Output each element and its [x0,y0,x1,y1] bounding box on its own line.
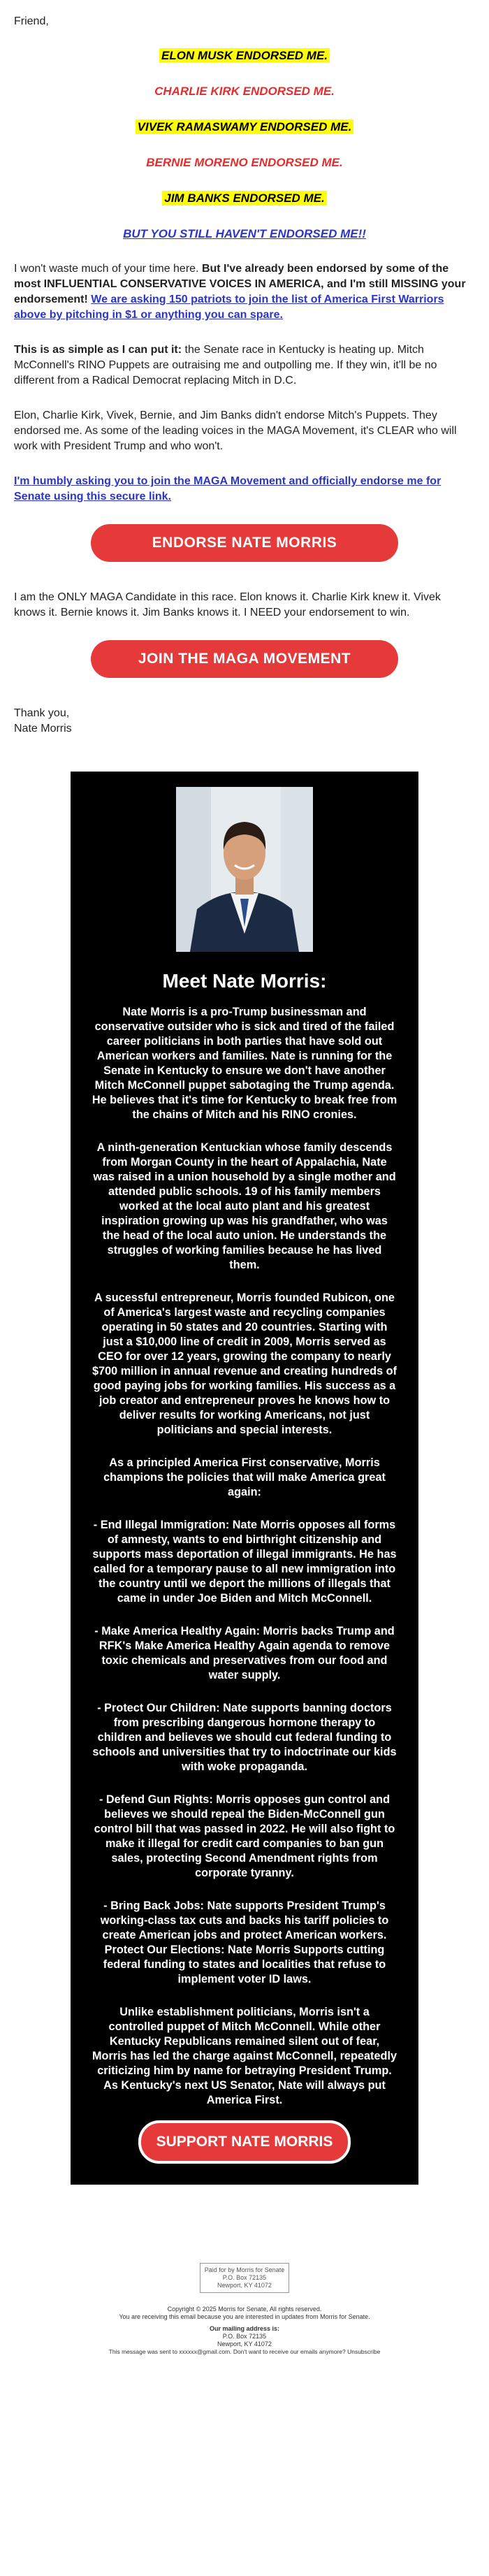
greeting: Friend, [14,15,49,27]
endorsement-2: CHARLIE KIRK ENDORSED ME. [154,85,335,98]
bio-paragraph: A ninth-generation Kentuckian whose family descends from Morgan County in the heart of Appalachia, Nate was raised in a union household by a single mother and attended public schools. 19 of his family members worked at the local auto plant and his greatest inspiration growing up was his grandfather, who was the head of the local auto union. He understands the struggles of working families because he has lived them. [93,1141,396,1271]
join-button-row [0,640,489,678]
intro-paragraph: I won't waste much of your time here. But I've already been endorsed by some of the most INFLUENTIAL CONSERVATIVE VOICES IN AMERICA, and I'm still MISSING your endorsement! We are asking 150 patriots to join the list of America First Warriors above by pitching in $1 or anything you can spare. [14,263,466,321]
bio-policy-item: - Bring Back Jobs: Nate supports President Trump's working-class tax cuts and backs his tariff policies to create American jobs and protect American workers. Protect Our Elections: Nate Morris Supports cutting federal funding to states and localities that refuse to implement voter ID laws. [100,1900,389,1985]
bio-section [71,772,418,2185]
paid-for-box: Paid for by Morris for Senate P.O. Box 72135 Newport, KY 41072 [200,2263,290,2293]
bio-paragraph: As a principled America First conservative, Morris champions the policies that will make America great again: [103,1456,386,1498]
support-button[interactable]: SUPPORT NATE MORRIS [138,2120,351,2164]
receiving-notice: You are receiving this email because you are interested in updates from Morris for Senate. [119,2313,370,2320]
bio-policy-item: - End Illegal Immigration: Nate Morris opposes all forms of amnesty, wants to end birthright citizenship and supports mass deportation of illegal immigrants. He has called for a temporary pause to all new immigration into the country until we deport the millions of illegals that came in under Joe Biden and Mitch McConnell. [92,1519,397,1605]
endorse-button-row [0,524,489,562]
candidate-portrait-icon [176,787,313,952]
bio-policy-item: - Protect Our Children: Nate supports banning doctors from prescribing dangerous hormone therapy to children and believes we should cut federal funding to schools and universities that try to indoctrinate our kids with woke propaganda. [92,1702,397,1773]
join-maga-button[interactable]: JOIN THE MAGA MOVEMENT [91,640,398,678]
bio-policy-item: - Make America Healthy Again: Morris backs Trump and RFK's Make America Healthy Again agenda to remove toxic chemicals and preservatives from our food and water supply. [94,1625,395,1681]
endorsement-1: ELON MUSK ENDORSED ME. [0,48,489,65]
copyright: Copyright © 2025 Morris for Senate, All rights reserved. [167,2306,322,2313]
candidate-photo [176,787,313,952]
bio-paragraph: Unlike establishment politicians, Morris isn't a controlled puppet of Mitch McConnell. While other Kentucky Republicans remained silent out of fear, Morris has led the charge against McConnell, repeatedly criticizing him by name for betraying President Trump. As Kentucky's next US Senator, Nate will always put America First. [92,2006,397,2106]
unsubscribe-line[interactable]: This message was sent to xxxxxx@gmail.com. Don't want to receive our emails anymore? Unsubscribe [108,2348,381,2355]
endorsers-paragraph: Elon, Charlie Kirk, Vivek, Bernie, and Jim Banks didn't endorse Mitch's Puppets. They endorsed me. As some of the leading voices in the MAGA Movement, it's CLEAR who will work with President Trump and who won't. [14,410,457,452]
endorsement-missing-link[interactable]: BUT YOU STILL HAVEN'T ENDORSED ME!! [123,227,366,240]
signoff: Thank you, Nate Morris [14,707,72,735]
endorsement-list [0,48,489,243]
maga-paragraph: I am the ONLY MAGA Candidate in this race. Elon knows it. Charlie Kirk knew it. Vivek knows it. Bernie knows it. Jim Banks knows it. I NEED your endorsement to win. [14,591,441,618]
support-button-row [71,2120,418,2164]
mailing-label: Our mailing address is: [209,2325,280,2332]
mailing-line: P.O. Box 72135 [222,2333,267,2340]
bio-paragraph: A sucessful entrepreneur, Morris founded Rubicon, one of America's largest waste and recycling companies operating in 50 states and 20 countries. Starting with just a $10,000 line of credit in 2009, Morris served as CEO for over 12 years, growing the company to nearly $700 million in annual revenue and creating hundreds of good paying jobs for working families. His success as a job creator and entrepreneur proves he knows how to deliver results for working Americans, not just politicians and special interests. [92,1291,397,1436]
donate-link[interactable]: We are asking 150 patriots to join the list of America First Warriors above by pitching in $1 or anything you can spare. [14,294,444,321]
mailing-line: Newport, KY 41072 [217,2340,272,2347]
endorse-link[interactable]: I'm humbly asking you to join the MAGA Movement and officially endorse me for Senate using this secure link. [14,475,441,502]
footer [0,2263,489,2356]
email-body [0,14,489,2370]
endorsement-4: BERNIE MORENO ENDORSED ME. [146,156,343,169]
bio-title: Meet Nate Morris: [162,970,327,992]
bio-policy-item: - Defend Gun Rights: Morris opposes gun control and believes we should repeal the Biden-McConnell gun control bill that was passed in 2022. He will also fight to make it illegal for credit card companies to ban gun sales, protecting Second Amendment rights from corporate tyranny. [94,1793,395,1879]
endorsement-3: VIVEK RAMASWAMY ENDORSED ME. [0,119,489,136]
endorsement-5: JIM BANKS ENDORSED ME. [0,190,489,208]
race-paragraph: This is as simple as I can put it: the Senate race in Kentucky is heating up. Mitch McConnell's RINO Puppets are outraising me and outpolling me. If they win, it'll be no different from a Radical Democrat replacing Mitch in D.C. [14,344,437,386]
endorse-button[interactable]: ENDORSE NATE MORRIS [91,524,398,562]
endorse-paragraph [14,474,475,505]
bio-paragraph: Nate Morris is a pro-Trump businessman and conservative outsider who is sick and tired of the failed career politicians in both parties that have sold out American workers and families. Nate is running for the Senate in Kentucky to ensure we don't have another Mitch McConnell puppet sabotaging the Trump agenda. He believes that it's time for Kentucky to break free from the chains of Mitch and his RINO cronies. [92,1006,397,1121]
